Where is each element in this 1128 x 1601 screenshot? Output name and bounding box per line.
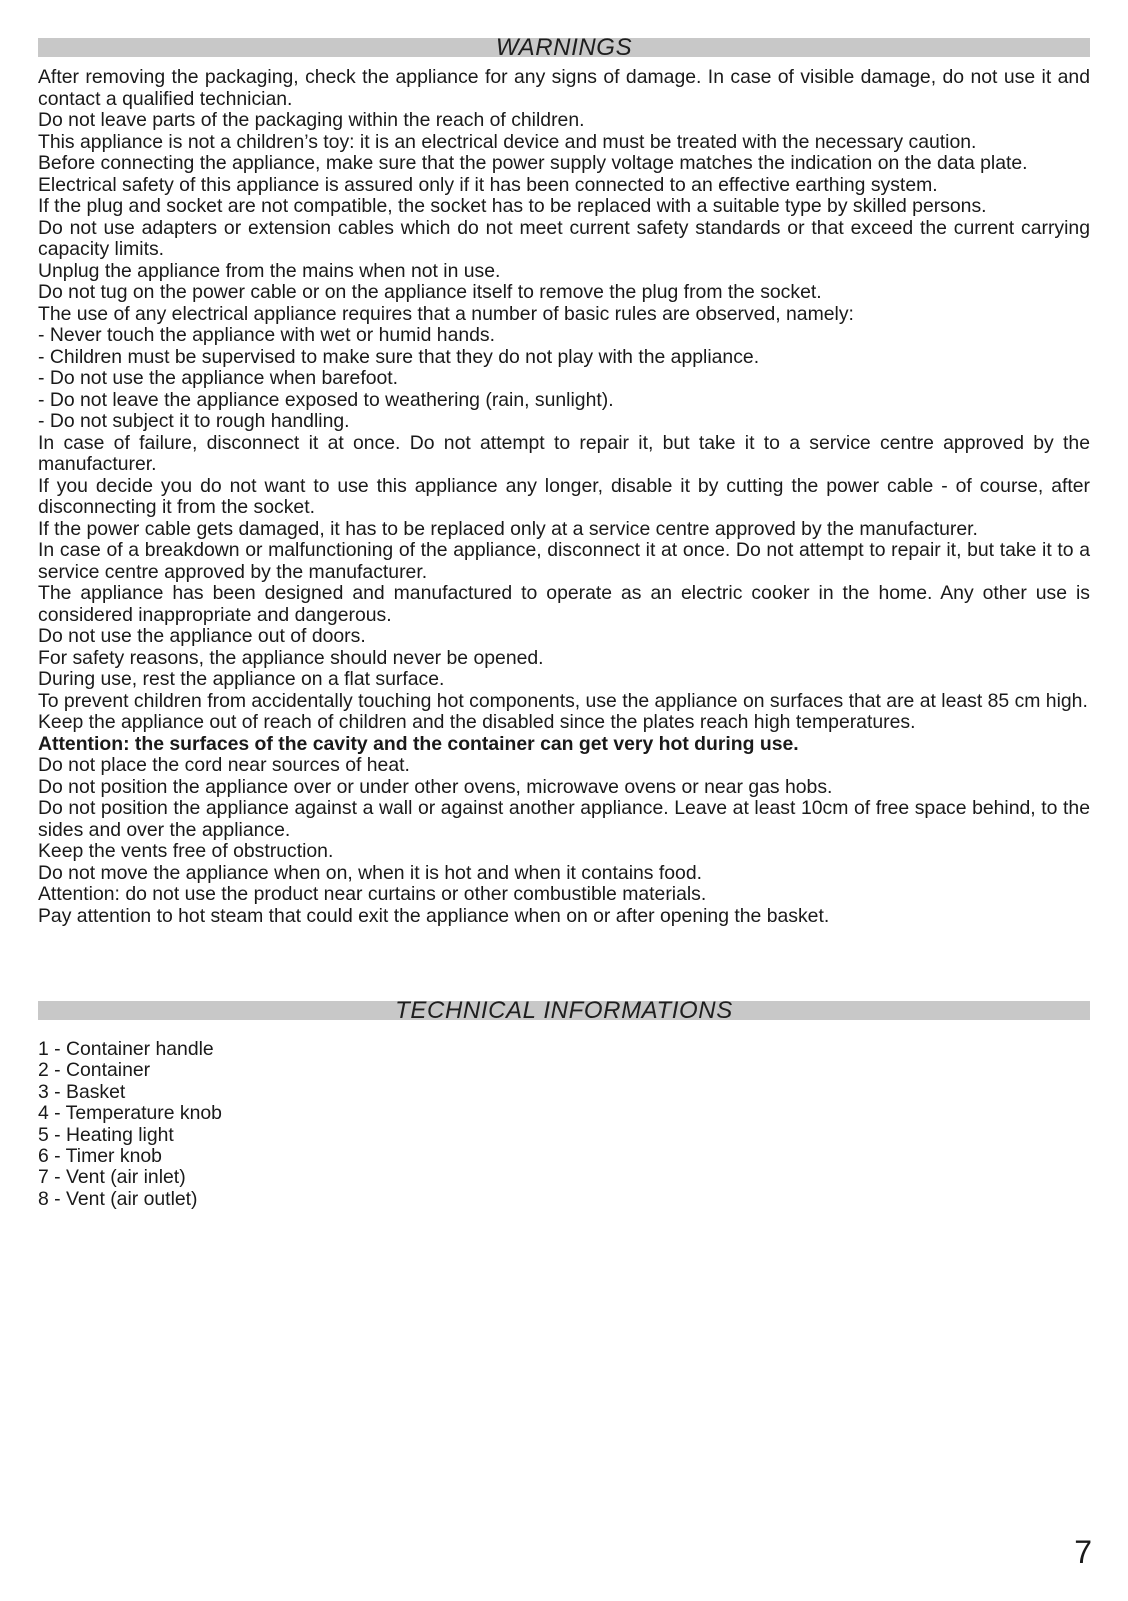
warning-paragraph: Keep the appliance out of reach of children and the disabled since the plates reach high temperatures. bbox=[38, 711, 916, 733]
parts-list-item: 7 - Vent (air inlet) bbox=[38, 1166, 186, 1189]
warning-paragraph: Before connecting the appliance, make sure that the power supply voltage matches the indication on the data plate. bbox=[38, 152, 1028, 174]
warning-paragraph: Do not leave parts of the packaging within the reach of children. bbox=[38, 109, 585, 131]
warning-paragraph: The use of any electrical appliance requires that a number of basic rules are observed, namely: bbox=[38, 302, 854, 325]
warning-paragraph: Do not place the cord near sources of heat. bbox=[38, 754, 410, 776]
warning-paragraph: After removing the packaging, check the appliance for any signs of damage. In case of visible damage, do not use it and contact a qualified technician. bbox=[38, 66, 1090, 110]
attention-hot-surfaces-notice: Attention: the surfaces of the cavity and the container can get very hot during use. bbox=[38, 732, 799, 755]
warning-paragraph: If the plug and socket are not compatible, the socket has to be replaced with a suitable type by skilled persons. bbox=[38, 195, 987, 217]
parts-list bbox=[38, 1039, 638, 1210]
warning-bullet: - Children must be supervised to make sure that they do not play with the appliance. bbox=[38, 345, 760, 368]
parts-list-item: 6 - Timer knob bbox=[38, 1145, 162, 1168]
warning-paragraph: Attention: do not use the product near curtains or other combustible materials. bbox=[38, 883, 707, 905]
page-number: 7 bbox=[1074, 1534, 1092, 1570]
warning-bullet: - Never touch the appliance with wet or humid hands. bbox=[38, 324, 496, 346]
warnings-body bbox=[38, 67, 1090, 927]
technical-section-header bbox=[38, 997, 1090, 1024]
warning-paragraph: In case of a breakdown or malfunctioning of the appliance, disconnect it at once. Do not attempt to repair it, but take it to a service centre approved by the manufacturer. bbox=[38, 539, 1090, 583]
parts-list-item: 8 - Vent (air outlet) bbox=[38, 1187, 198, 1210]
warning-paragraph: In case of failure, disconnect it at once. Do not attempt to repair it, but take it to a service centre approved by the manufacturer. bbox=[38, 431, 1090, 475]
warning-paragraph: Do not position the appliance against a wall or against another appliance. Leave at least 10cm of free space behind, to the sides and over the appliance. bbox=[38, 797, 1090, 841]
warning-paragraph: Do not tug on the power cable or on the appliance itself to remove the plug from the socket. bbox=[38, 281, 822, 303]
warning-paragraph: For safety reasons, the appliance should never be opened. bbox=[38, 646, 544, 669]
warning-paragraph: Do not move the appliance when on, when it is hot and when it contains food. bbox=[38, 861, 703, 884]
warning-paragraph: Keep the vents free of obstruction. bbox=[38, 840, 334, 862]
warning-paragraph: If the power cable gets damaged, it has to be replaced only at a service centre approved by the manufacturer. bbox=[38, 517, 978, 540]
warnings-title: WARNINGS bbox=[495, 34, 633, 61]
warning-paragraph: Do not use adapters or extension cables which do not meet current safety standards or that exceed the current carrying capacity limits. bbox=[38, 216, 1090, 260]
parts-list-item: 2 - Container bbox=[38, 1059, 151, 1082]
warning-paragraph: Pay attention to hot steam that could exit the appliance when on or after opening the basket. bbox=[38, 904, 830, 927]
warning-paragraph: Unplug the appliance from the mains when not in use. bbox=[38, 259, 501, 282]
parts-list-item: 1 - Container handle bbox=[38, 1038, 214, 1060]
parts-list-item: 5 - Heating light bbox=[38, 1123, 174, 1146]
warning-paragraph: Do not position the appliance over or under other ovens, microwave ovens or near gas hobs. bbox=[38, 775, 833, 798]
warning-bullet: - Do not leave the appliance exposed to weathering (rain, sunlight). bbox=[38, 388, 614, 411]
warning-paragraph: During use, rest the appliance on a flat surface. bbox=[38, 668, 445, 690]
warning-paragraph: The appliance has been designed and manufactured to operate as an electric cooker in the home. Any other use is considered inappropriate and dangerous. bbox=[38, 582, 1090, 626]
warnings-section-header bbox=[38, 34, 1090, 61]
warning-paragraph: This appliance is not a children’s toy: it is an electrical device and must be treated with the necessary caution. bbox=[38, 130, 977, 153]
technical-title: TECHNICAL INFORMATIONS bbox=[395, 997, 733, 1024]
parts-list-item: 3 - Basket bbox=[38, 1080, 126, 1103]
warning-paragraph: Electrical safety of this appliance is assured only if it has been connected to an effective earthing system. bbox=[38, 173, 938, 196]
warning-paragraph: To prevent children from accidentally touching hot components, use the appliance on surfaces that are at least 85 cm high. bbox=[38, 689, 1088, 712]
warning-bullet: - Do not subject it to rough handling. bbox=[38, 410, 350, 432]
warning-paragraph: If you decide you do not want to use this appliance any longer, disable it by cutting the power cable - of course, after disconnecting it from the socket. bbox=[38, 474, 1090, 518]
warning-bullet: - Do not use the appliance when barefoot. bbox=[38, 367, 399, 389]
warning-paragraph: Do not use the appliance out of doors. bbox=[38, 625, 366, 647]
parts-list-item: 4 - Temperature knob bbox=[38, 1102, 222, 1125]
